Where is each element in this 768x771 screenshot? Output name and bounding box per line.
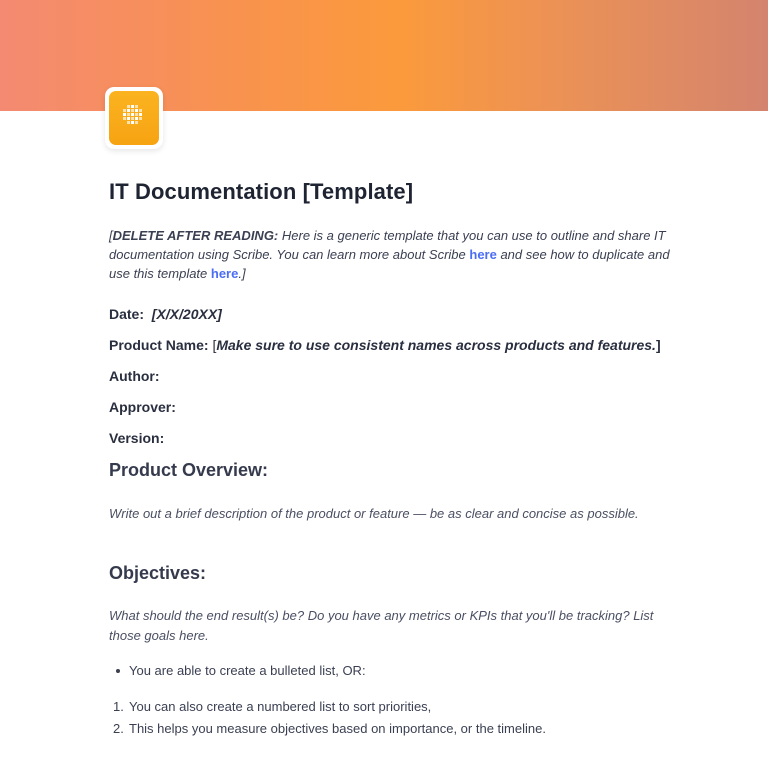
template-guide-link[interactable]: here <box>210 266 239 281</box>
page-title: IT Documentation [Template] <box>109 179 414 204</box>
note-open: [ <box>109 228 113 243</box>
note-text-1: Here is a generic template that you can use to outline and share IT documentation using Scribe. You can learn more about Scribe <box>109 228 666 262</box>
approver-field <box>109 399 176 415</box>
numbered-list <box>109 699 546 736</box>
product-name-field <box>109 337 661 353</box>
list-item <box>109 663 366 678</box>
version-label: Version: <box>109 430 165 446</box>
scribe-grid-icon <box>119 103 145 129</box>
approver-label: Approver: <box>109 399 176 415</box>
list-number: 1. <box>113 699 124 714</box>
delete-after-reading-note <box>109 226 689 283</box>
date-value: [X/X/20XX] <box>151 306 222 322</box>
date-label: Date: <box>109 306 145 322</box>
objectives-text: What should the end result(s) be? Do you have any metrics or KPIs that you'll be tracking? List those goals here. <box>109 608 654 643</box>
note-text-2: and see how to duplicate and use this template <box>109 247 670 281</box>
bullet-text: You are able to create a bulleted list, OR: <box>129 663 366 678</box>
list-item <box>109 699 546 714</box>
page-icon[interactable] <box>105 87 163 149</box>
author-field <box>109 368 160 384</box>
product-overview-text: Write out a brief description of the product or feature — be as clear and concise as possible. <box>109 506 639 521</box>
product-overview-heading: Product Overview: <box>109 460 269 480</box>
product-open-bracket: [ <box>208 337 217 353</box>
note-bold: DELETE AFTER READING: <box>112 228 279 243</box>
product-name-value: Make sure to use consistent names across products and features. <box>216 337 656 353</box>
product-name-label: Product Name: <box>109 337 209 353</box>
version-field <box>109 430 164 446</box>
note-close: .] <box>238 266 246 281</box>
bullet-dot <box>116 669 120 673</box>
objectives-heading: Objectives: <box>109 563 207 583</box>
list-number: 2. <box>113 721 124 736</box>
bulleted-list <box>109 663 366 678</box>
scribe-learn-more-link[interactable]: here <box>469 247 497 262</box>
author-label: Author: <box>109 368 160 384</box>
list-item <box>109 721 546 736</box>
numbered-text: You can also create a numbered list to sort priorities, <box>129 699 432 714</box>
date-field <box>109 306 222 322</box>
product-close-bracket: ] <box>655 337 661 353</box>
numbered-text: This helps you measure objectives based on importance, or the timeline. <box>129 721 546 736</box>
